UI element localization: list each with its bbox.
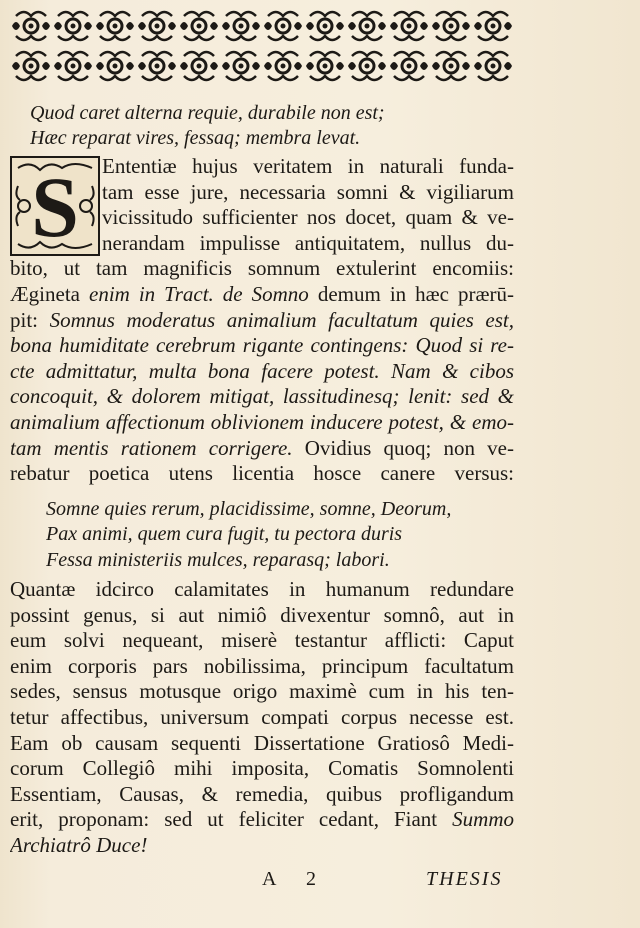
- text-line: eum solvi nequeant, miserè testantur afflicti: Caput: [10, 628, 514, 653]
- text-line: cte admittatur, multa bona facere potest. Nam & cibos: [10, 358, 514, 383]
- epigraph-line: Quod caret alterna requie, durabile non est;: [30, 102, 385, 124]
- text-line: Quantæ idcirco calamitates in humanum redundare: [10, 577, 514, 601]
- paragraph-2: [10, 577, 514, 859]
- text-line: Eam ob causam sequenti Dissertatione Gratiosô Medi-: [10, 730, 514, 755]
- text-line: Ententiæ hujus veritatem in naturali funda-: [102, 154, 514, 178]
- text-line: bito, ut tam magnificis somnum extulerint encomiis:: [10, 256, 514, 281]
- verse-line: Fessa ministeriis mulces, reparasq; labori.: [46, 548, 390, 571]
- page-footer: [0, 864, 640, 894]
- text-line: tetur affectibus, universum compati corpus necesse est.: [10, 704, 514, 729]
- catchword: THESIS: [426, 868, 503, 890]
- text-line: rebatur poetica utens licentia hosce canere versus:: [10, 461, 514, 486]
- text-line: Essentiam, Causas, & remedia, quibus profligandum: [10, 781, 514, 806]
- verse-line: Pax animi, quem cura fugit, tu pectora duris: [46, 523, 403, 546]
- text-line: nerandam impulisse antiquitatem, nullus du-: [102, 230, 514, 255]
- signature-number: 2: [306, 868, 316, 890]
- text-line: tam esse jure, necessaria somni & vigiliarum: [102, 179, 514, 204]
- text-line: erit, proponam: sed ut feliciter cedant, Fiant Summo: [10, 807, 514, 832]
- text-line: tam mentis rationem corrigere. Ovidius quoq; non ve-: [10, 435, 514, 460]
- text-line: bona humiditate cerebrum rigante contingens: Quod si re-: [10, 333, 514, 358]
- text-line: pit: Somnus moderatus animalium facultatum quies est,: [10, 307, 514, 332]
- text-line: Archiatrô Duce!: [10, 832, 148, 857]
- drop-cap-s-ornament: [10, 156, 100, 256]
- verse-line: Somne quies rerum, placidissime, somne, Deorum,: [46, 498, 452, 520]
- verse-quotation: [46, 497, 466, 573]
- signature-mark: A: [262, 868, 278, 890]
- paragraph-1: [10, 154, 514, 487]
- epigraph-line: Hæc reparat vires, fessaq; membra levat.: [30, 127, 361, 149]
- epigraph: [30, 101, 490, 151]
- headpiece-ornament: [10, 6, 518, 88]
- text-line: vicissitudo sufficienter nos docet, quam & ve-: [102, 205, 514, 230]
- text-line: corum Collegiô mihi imposita, Comatis Somnolenti: [10, 756, 514, 781]
- text-line: possint genus, si aut nimiô divexentur somnô, aut in: [10, 602, 514, 627]
- text-line: enim corporis pars nobilissima, principum facultatum: [10, 653, 514, 678]
- text-line: concoquit, & dolorem mitigat, lassitudinesq; lenit: sed &: [10, 384, 514, 409]
- text-line: Ægineta enim in Tract. de Somno demum in hæc prærū-: [10, 281, 514, 306]
- svg-text:S: S: [31, 159, 79, 255]
- text-line: animalium affectionum oblivionem inducere potest, & emo-: [10, 409, 514, 434]
- text-line: sedes, sensus motusque origo maximè cum in his ten-: [10, 679, 514, 704]
